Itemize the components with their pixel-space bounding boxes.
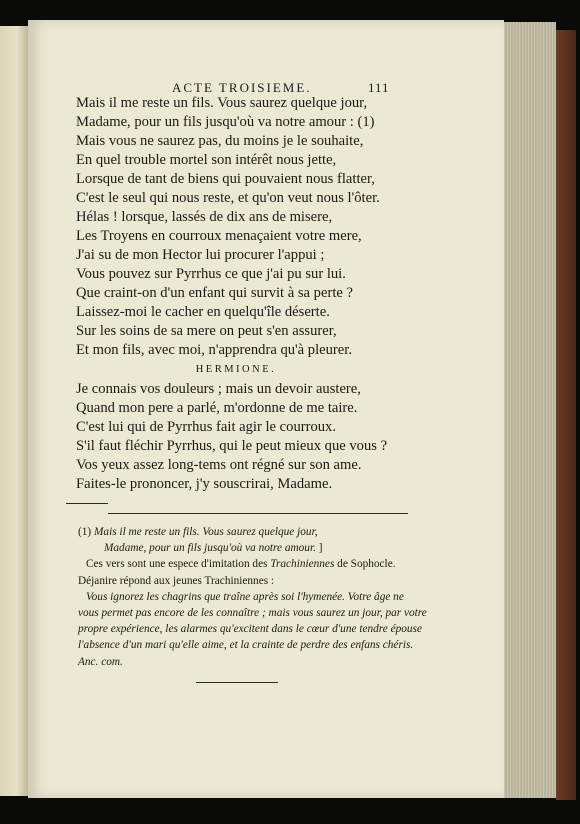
footnote-rule <box>108 513 408 514</box>
footnote-quote-line: Vous ignorez les chagrins que traîne après soi l'hymenée. Votre âge ne <box>86 590 404 603</box>
page-number: 111 <box>368 80 390 95</box>
footnote-quote: Mais il me reste un fils. Vous saurez quelque jour, <box>94 526 318 538</box>
verse-line: Et mon fils, avec moi, n'apprendra qu'à pleurer. <box>76 342 352 358</box>
verse-line: Que craint-on d'un enfant qui survit à sa perte ? <box>76 285 353 301</box>
verse-block <box>76 94 396 494</box>
verse-line: Faites-le prononcer, j'y souscrirai, Madame. <box>76 476 333 492</box>
separator-rule <box>66 503 108 504</box>
verse-line: C'est le seul qui nous reste, et qu'on veut nous l'ôter. <box>76 190 380 206</box>
footnote-marker: (1) <box>78 526 92 538</box>
footnote-quote: Madame, pour un fils jusqu'où va notre amour. <box>104 542 316 555</box>
page-edges <box>504 22 556 798</box>
footnote-text: Déjanire répond aux jeunes Trachiniennes : <box>78 574 275 587</box>
footnote-quote-line: l'absence d'un mari qu'elle aime, et la crainte de perdre des enfans chéris. <box>78 639 414 652</box>
footnote-attribution: Anc. com. <box>78 655 123 668</box>
verse-line: C'est lui qui de Pyrrhus fait agir le courroux. <box>76 419 336 435</box>
work-title: Trachiniennes <box>270 558 335 571</box>
footnote-bracket: ] <box>318 542 323 555</box>
book-cover <box>556 30 576 800</box>
footnote-quote-line: vous permet pas encore de les connaître ; mais vous saurez un jour, par votre <box>78 606 427 619</box>
verse-line: En quel trouble mortel son intérêt nous jette, <box>76 152 337 168</box>
end-rule <box>196 682 278 683</box>
verse-line: Madame, pour un fils jusqu'où va notre amour : (1) <box>76 114 375 130</box>
running-title: ACTE TROISIEME. <box>172 80 312 95</box>
verse-line: Hélas ! lorsque, lassés de dix ans de misere, <box>76 209 333 225</box>
verse-line: J'ai su de mon Hector lui procurer l'appui ; <box>76 247 325 263</box>
verse-line: Sur les soins de sa mere on peut s'en assurer, <box>76 323 337 339</box>
verse-line: Vous pouvez sur Pyrrhus ce que j'ai pu sur lui. <box>76 266 346 282</box>
footnote-text: Ces vers sont une espece d'imitation des <box>86 558 268 571</box>
verse-line: Mais il me reste un fils. Vous saurez quelque jour, <box>76 95 368 111</box>
verse-line: S'il faut fléchir Pyrrhus, qui le peut mieux que vous ? <box>76 438 388 454</box>
verse-line: Les Troyens en courroux menaçaient votre mere, <box>76 228 362 244</box>
footnote-text: de Sophocle. <box>337 558 396 571</box>
verse-line: Vos yeux assez long-tems ont régné sur son ame. <box>76 457 362 473</box>
verse-line: Quand mon pere a parlé, m'ordonne de me taire. <box>76 400 358 416</box>
verse-line: Mais vous ne saurez pas, du moins je le souhaite, <box>76 133 364 149</box>
verse-line: Laissez-moi le cacher en quelqu'île déserte. <box>76 304 330 320</box>
speaker-name: HERMIONE. <box>195 364 277 375</box>
footnote <box>78 524 427 670</box>
verse-line: Lorsque de tant de biens qui pouvaient nous flatter, <box>76 171 375 187</box>
verse-line: Je connais vos douleurs ; mais un devoir austere, <box>76 381 361 397</box>
footnote-quote-line: propre expérience, les alarmes qu'excitent dans le cœur d'une tendre épouse <box>78 623 422 636</box>
facing-page-edge <box>0 26 28 796</box>
